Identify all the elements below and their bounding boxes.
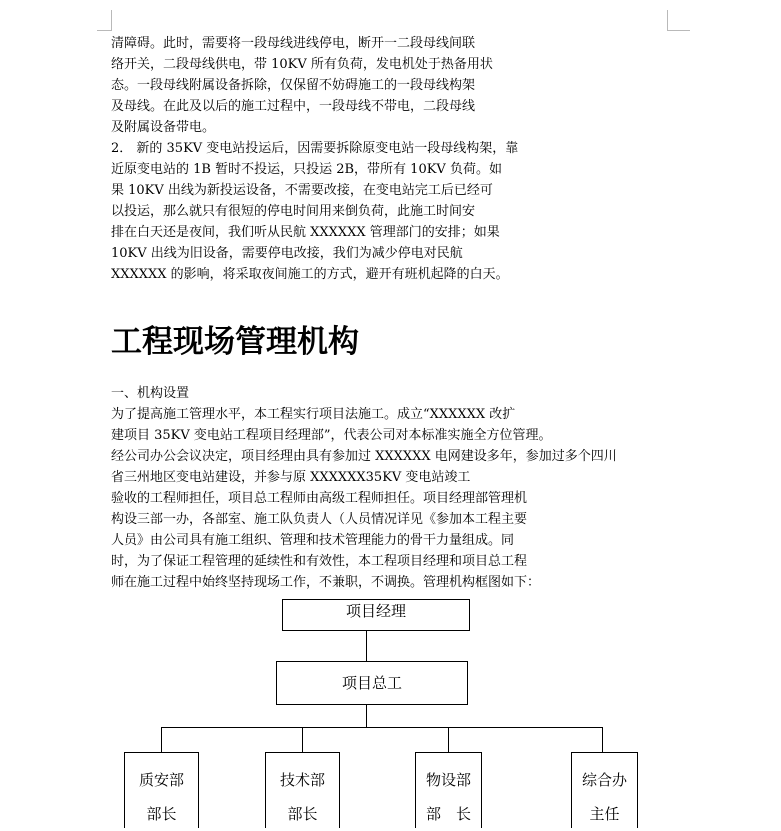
org-box-project-manager — [282, 599, 470, 631]
org-box-technical — [265, 752, 340, 828]
text-line: 省三州地区变电站建设，并参与原 XXXXXX35KV 变电站竣工 — [111, 470, 471, 485]
org-box-label: 主任 — [589, 805, 620, 823]
page-margin-corner-right — [667, 10, 690, 31]
text-line: 络开关，二段母线供电，带 10KV 所有负荷，发电机处于热备用状 — [111, 57, 493, 72]
text-line: 排在白天还是夜间，我们听从民航 XXXXXX 管理部门的安排；如果 — [111, 225, 500, 240]
text-line: 态。一段母线附属设备拆除，仅保留不妨碍施工的一段母线构架 — [111, 78, 476, 93]
text-line: 2． 新的 35KV 变电站投运后，因需要拆除原变电站一段母线构架，靠 — [111, 141, 519, 156]
org-box-general-office — [571, 752, 638, 828]
org-box-label: 部 长 — [425, 805, 471, 823]
connector-line — [161, 727, 162, 752]
connector-line — [602, 727, 603, 752]
text-line: 及母线。在此及以后的施工过程中，一段母线不带电，二段母线 — [111, 99, 476, 114]
org-box-label: 项目总工 — [341, 674, 402, 692]
section-heading: 工程现场管理机构 — [111, 324, 359, 360]
text-line: 验收的工程师担任，项目总工程师由高级工程师担任。项目经理部管理机 — [111, 491, 528, 506]
text-line: 人员》由公司具有施工组织、管理和技术管理能力的骨干力量组成。同 — [111, 533, 515, 548]
text-line: 建项目 35KV 变电站工程项目经理部”，代表公司对本标准实施全方位管理。 — [111, 428, 552, 443]
text-line: XXXXXX 的影响，将采取夜间施工的方式，避开有班机起降的白天。 — [111, 267, 509, 282]
org-box-label: 项目经理 — [345, 602, 406, 620]
connector-line — [366, 705, 367, 727]
org-box-chief-engineer — [276, 661, 468, 705]
org-box-label: 质安部 — [138, 771, 184, 789]
org-box-label: 技术部 — [279, 771, 325, 789]
text-line: 果 10KV 出线为新投运设备，不需要改接，在变电站完工后已经可 — [111, 183, 493, 198]
org-box-label: 部长 — [146, 805, 177, 823]
text-line: 10KV 出线为旧设备，需要停电改接，我们为减少停电对民航 — [111, 246, 463, 261]
text-line: 清障碍。此时，需要将一段母线进线停电，断开一二段母线间联 — [111, 36, 476, 51]
org-box-label: 部长 — [287, 805, 318, 823]
text-line: 时，为了保证工程管理的延续性和有效性，本工程项目经理和项目总工程 — [111, 554, 528, 569]
org-box-materials — [415, 752, 482, 828]
text-line: 经公司办公会议决定，项目经理由具有参加过 XXXXXX 电网建设多年，参加过多个四川 — [111, 449, 617, 464]
text-line: 及附属设备带电。 — [111, 120, 216, 135]
section-subheading: 一、机构设置 — [111, 386, 190, 401]
org-box-label: 综合办 — [581, 771, 627, 789]
connector-line — [448, 727, 449, 752]
org-box-label: 物设部 — [425, 771, 471, 789]
text-line: 构设三部一办，各部室、施工队负责人（人员情况详见《参加本工程主要 — [111, 512, 528, 527]
connector-line — [302, 727, 303, 752]
text-line: 近原变电站的 1B 暂时不投运，只投运 2B，带所有 10KV 负荷。如 — [111, 162, 502, 177]
page-margin-corner-left — [97, 10, 112, 31]
connector-line — [366, 631, 367, 661]
text-line: 为了提高施工管理水平，本工程实行项目法施工。成立“XXXXXX 改扩 — [111, 407, 516, 422]
org-box-quality-safety — [124, 752, 199, 828]
text-line: 师在施工过程中始终坚持现场工作，不兼职，不调换。管理机构框图如下： — [111, 575, 541, 590]
text-line: 以投运，那么就只有很短的停电时间用来倒负荷，此施工时间安 — [111, 204, 476, 219]
connector-line — [161, 727, 602, 728]
